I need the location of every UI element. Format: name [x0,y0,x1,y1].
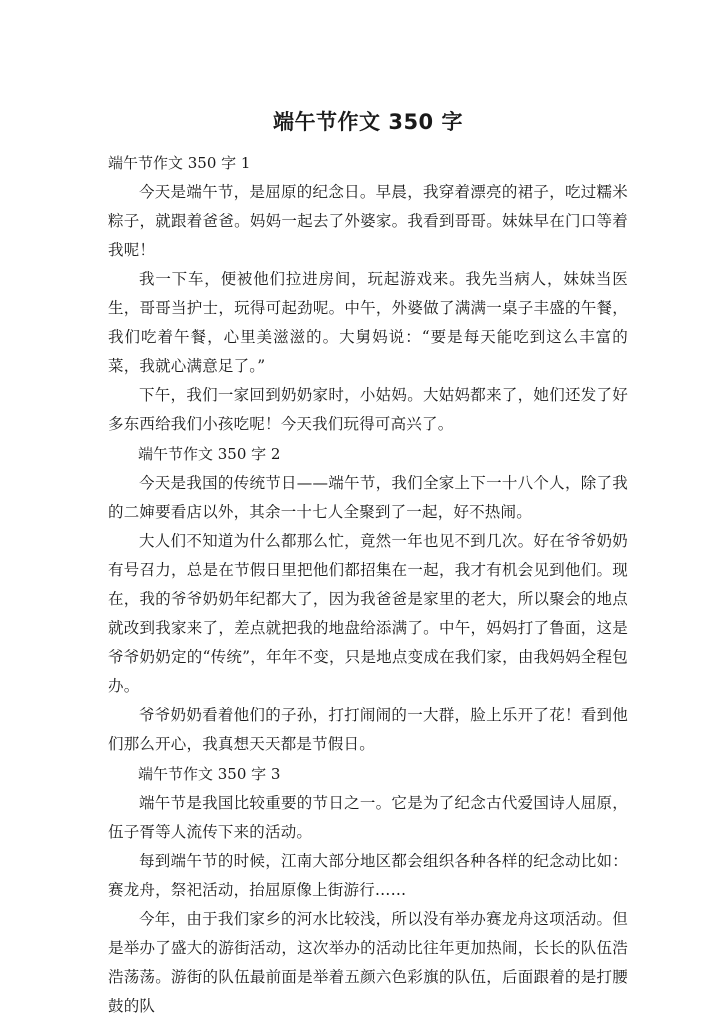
paragraph: 端午节是我国比较重要的节日之一。它是为了纪念古代爱国诗人屈原，伍子胥等人流传下来的活动。 [108,794,628,841]
section-heading: 端午节作文 350 字 3 [138,765,281,783]
paragraph: 大人们不知道为什么都那么忙，竟然一年也见不到几次。好在爷爷奶奶有号召力，总是在节假日里把他们都招集在一起，我才有机会见到他们。现在，我的爷爷奶奶年纪都大了，因为我爸爸是家里的老大，所以聚会的地点就改到我家来了，差点就把我的地盘给添满了。中午，妈妈打了鲁面，这是爷爷奶奶定的“传统”，年年不变，只是地点变成在我们家，由我妈妈全程包办。 [108,532,628,695]
section-3 [108,759,628,1021]
section-1 [108,148,628,439]
paragraph: 每到端午节的时候，江南大部分地区都会组织各种各样的纪念动比如：赛龙舟，祭祀活动，抬屈原像上街游行…… [108,852,628,899]
section-heading: 端午节作文 350 字 2 [138,445,281,463]
section-heading: 端午节作文 350 字 1 [108,154,251,172]
paragraph: 爷爷奶奶看着他们的子孙，打打闹闹的一大群，脸上乐开了花！看到他们那么开心，我真想天天都是节假日。 [108,706,628,753]
document-title: 端午节作文 350 字 [273,110,463,134]
section-2 [108,439,628,759]
paragraph: 今天是端午节，是屈原的纪念日。早晨，我穿着漂亮的裙子，吃过糯米粽子，就跟着爸爸。妈妈一起去了外婆家。我看到哥哥。妹妹早在门口等着我呢！ [108,183,628,259]
paragraph: 下午，我们一家回到奶奶家时，小姑妈。大姑妈都来了，她们还发了好多东西给我们小孩吃呢！今天我们玩得可高兴了。 [108,386,628,433]
paragraph: 今天是我国的传统节日——端午节，我们全家上下一十八个人，除了我的二婶要看店以外，其余一十七人全聚到了一起，好不热闹。 [108,474,628,521]
paragraph: 今年，由于我们家乡的河水比较浅，所以没有举办赛龙舟这项活动。但是举办了盛大的游街活动，这次举办的活动比往年更加热闹，长长的队伍浩浩荡荡。游街的队伍最前面是举着五颜六色彩旗的队伍，后面跟着的是打腰鼓的队 [108,910,628,1015]
paragraph: 我一下车，便被他们拉进房间，玩起游戏来。我先当病人，妹妹当医生，哥哥当护士，玩得可起劲呢。中午，外婆做了满满一桌子丰盛的午餐，我们吃着午餐，心里美滋滋的。大舅妈说：“要是每天能吃到这么丰富的菜，我就心满意足了。” [108,270,628,375]
